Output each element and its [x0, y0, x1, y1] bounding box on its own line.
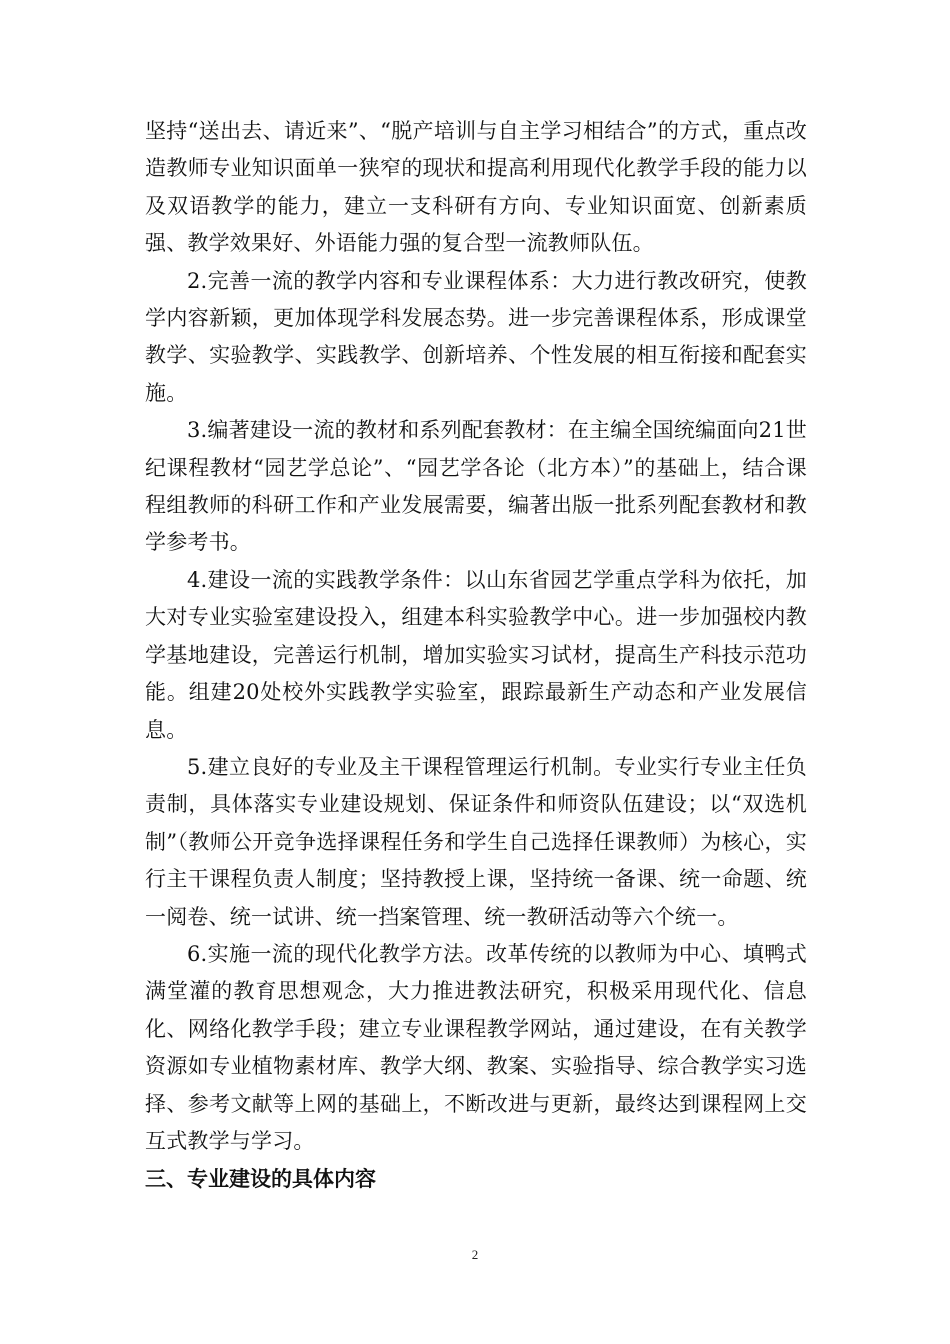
- page-number: 2: [471, 1247, 479, 1262]
- paragraph-item-6: 6.实施一流的现代化教学方法。改革传统的以教师为中心、填鸭式满堂灌的教育思想观念，大力推进教法研究，积极采用现代化、信息化、网络化教学手段；建立专业课程教学网站，通过建设，在有关教学资源如专业植物素材库、教学大纲、教案、实验指导、综合教学实习选择、参考文献等上网的基础上，不断改进与更新，最终达到课程网上交互式教学与学习。: [145, 941, 807, 1153]
- paragraph-item-3: 3.编著建设一流的教材和系列配套教材：在主编全国统编面向21世纪课程教材“园艺学总论”、“园艺学各论（北方本）”的基础上，结合课程组教师的科研工作和产业发展需要，编著出版一批系列配套教材和教学参考书。: [145, 418, 807, 555]
- paragraph-item-2: 2.完善一流的教学内容和专业课程体系：大力进行教改研究，使教学内容新颖，更加体现学科发展态势。进一步完善课程体系，形成课堂教学、实验教学、实践教学、创新培养、个性发展的相互衔接和配套实施。: [145, 268, 807, 405]
- section-heading: 三、专业建设的具体内容: [145, 1166, 376, 1192]
- paragraph-item-5: 5.建立良好的专业及主干课程管理运行机制。专业实行专业主任负责制，具体落实专业建设规划、保证条件和师资队伍建设；以“双选机制”（教师公开竞争选择课程任务和学生自己选择任课教师）为核心，实行主干课程负责人制度；坚持教授上课，坚持统一备课、统一命题、统一阅卷、统一试讲、统一挡案管理、统一教研活动等六个统一。: [145, 754, 807, 929]
- paragraph-continuation: 坚持“送出去、请近来”、“脱产培训与自主学习相结合”的方式，重点改造教师专业知识面单一狭窄的现状和提高利用现代化教学手段的能力以及双语教学的能力，建立一支科研有方向、专业知识面宽、创新素质强、教学效果好、外语能力强的复合型一流教师队伍。: [145, 119, 807, 256]
- document-body: [145, 113, 807, 1198]
- paragraph-item-4: 4.建设一流的实践教学条件：以山东省园艺学重点学科为依托，加大对专业实验室建设投入，组建本科实验教学中心。进一步加强校内教学基地建设，完善运行机制，增加实验实习试材，提高生产科技示范功能。组建20处校外实践教学实验室，跟踪最新生产动态和产业发展信息。: [145, 567, 807, 742]
